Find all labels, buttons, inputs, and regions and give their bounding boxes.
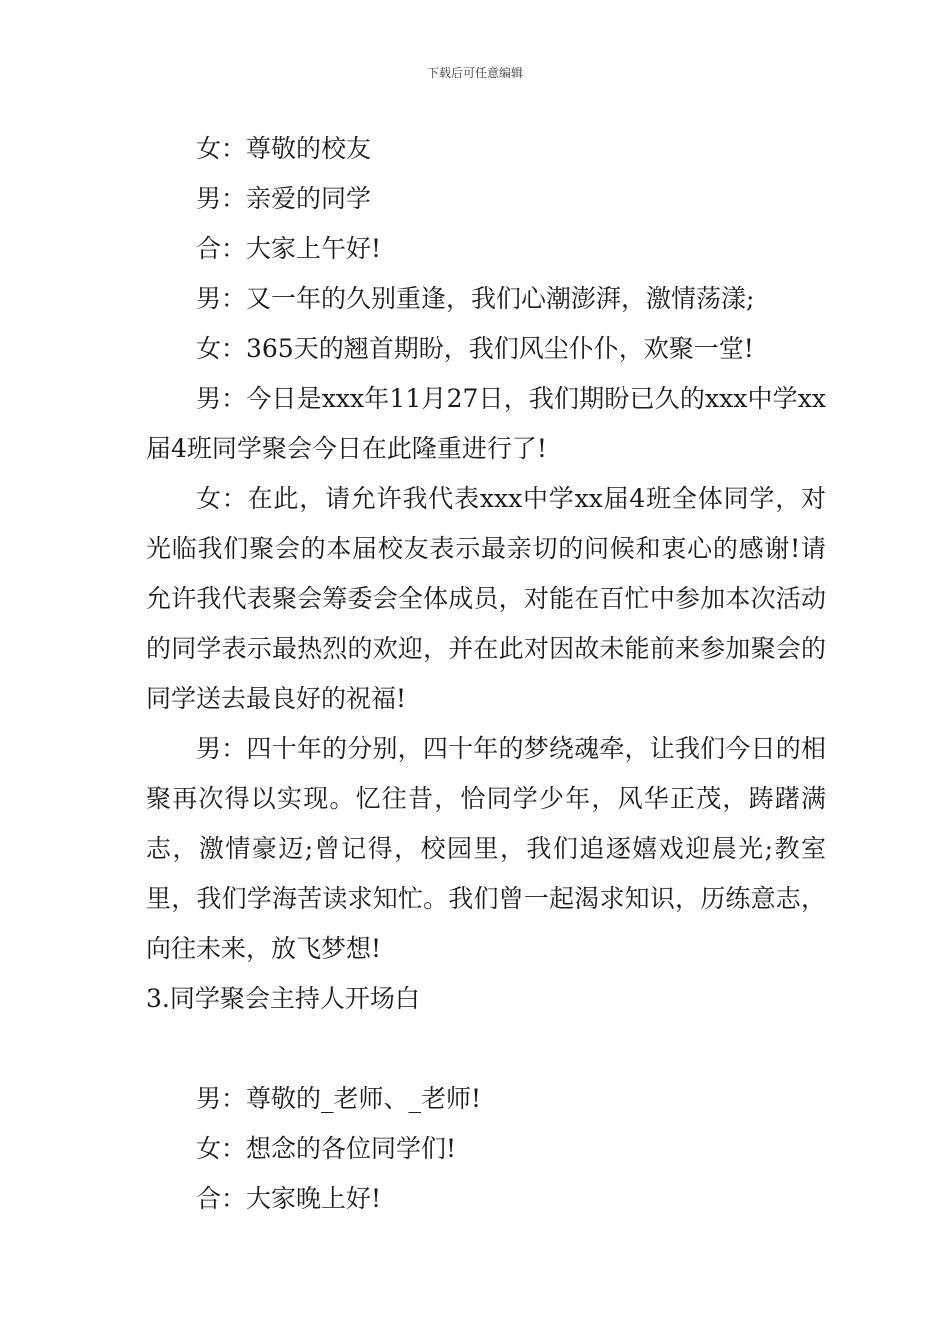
dialogue-line: 女：想念的各位同学们! <box>196 1134 457 1163</box>
dialogue-line: 男：尊敬的_老师、_老师! <box>196 1084 482 1113</box>
page-header: 下载后可任意编辑 <box>426 66 523 80</box>
dialogue-paragraph: 男：四十年的分别，四十年的梦绕魂牵，让我们今日的相聚再次得以实现。忆往昔，恰同学少年，风华正茂，踌躇满志，激情豪迈;曾记得，校园里，我们追逐嬉戏迎晨光;教室里，我们学海苦读求知忙。我们曾一起渴求知识，历练意志，向往未来，放飞梦想! <box>146 734 826 963</box>
section-spacer <box>146 1024 826 1074</box>
dialogue-line: 男：亲爱的同学 <box>196 184 372 213</box>
dialogue-line: 男：又一年的久别重逢，我们心潮澎湃，激情荡漾; <box>196 284 755 313</box>
section-title: 3.同学聚会主持人开场白 <box>146 984 420 1013</box>
dialogue-line: 合：大家上午好! <box>196 234 382 263</box>
document-body <box>146 124 826 1224</box>
dialogue-paragraph: 男：今日是xxx年11月27日，我们期盼已久的xxx中学xx届4班同学聚会今日在此隆重进行了! <box>146 384 826 463</box>
dialogue-line: 女：365天的翘首期盼，我们风尘仆仆，欢聚一堂! <box>196 334 754 363</box>
dialogue-paragraph: 女：在此，请允许我代表xxx中学xx届4班全体同学，对光临我们聚会的本届校友表示最亲切的问候和衷心的感谢!请允许我代表聚会筹委会全体成员，对能在百忙中参加本次活动的同学表示最热烈的欢迎，并在此对因故未能前来参加聚会的同学送去最良好的祝福! <box>146 484 826 713</box>
dialogue-line: 合：大家晚上好! <box>196 1184 382 1213</box>
dialogue-line: 女：尊敬的校友 <box>196 134 372 163</box>
